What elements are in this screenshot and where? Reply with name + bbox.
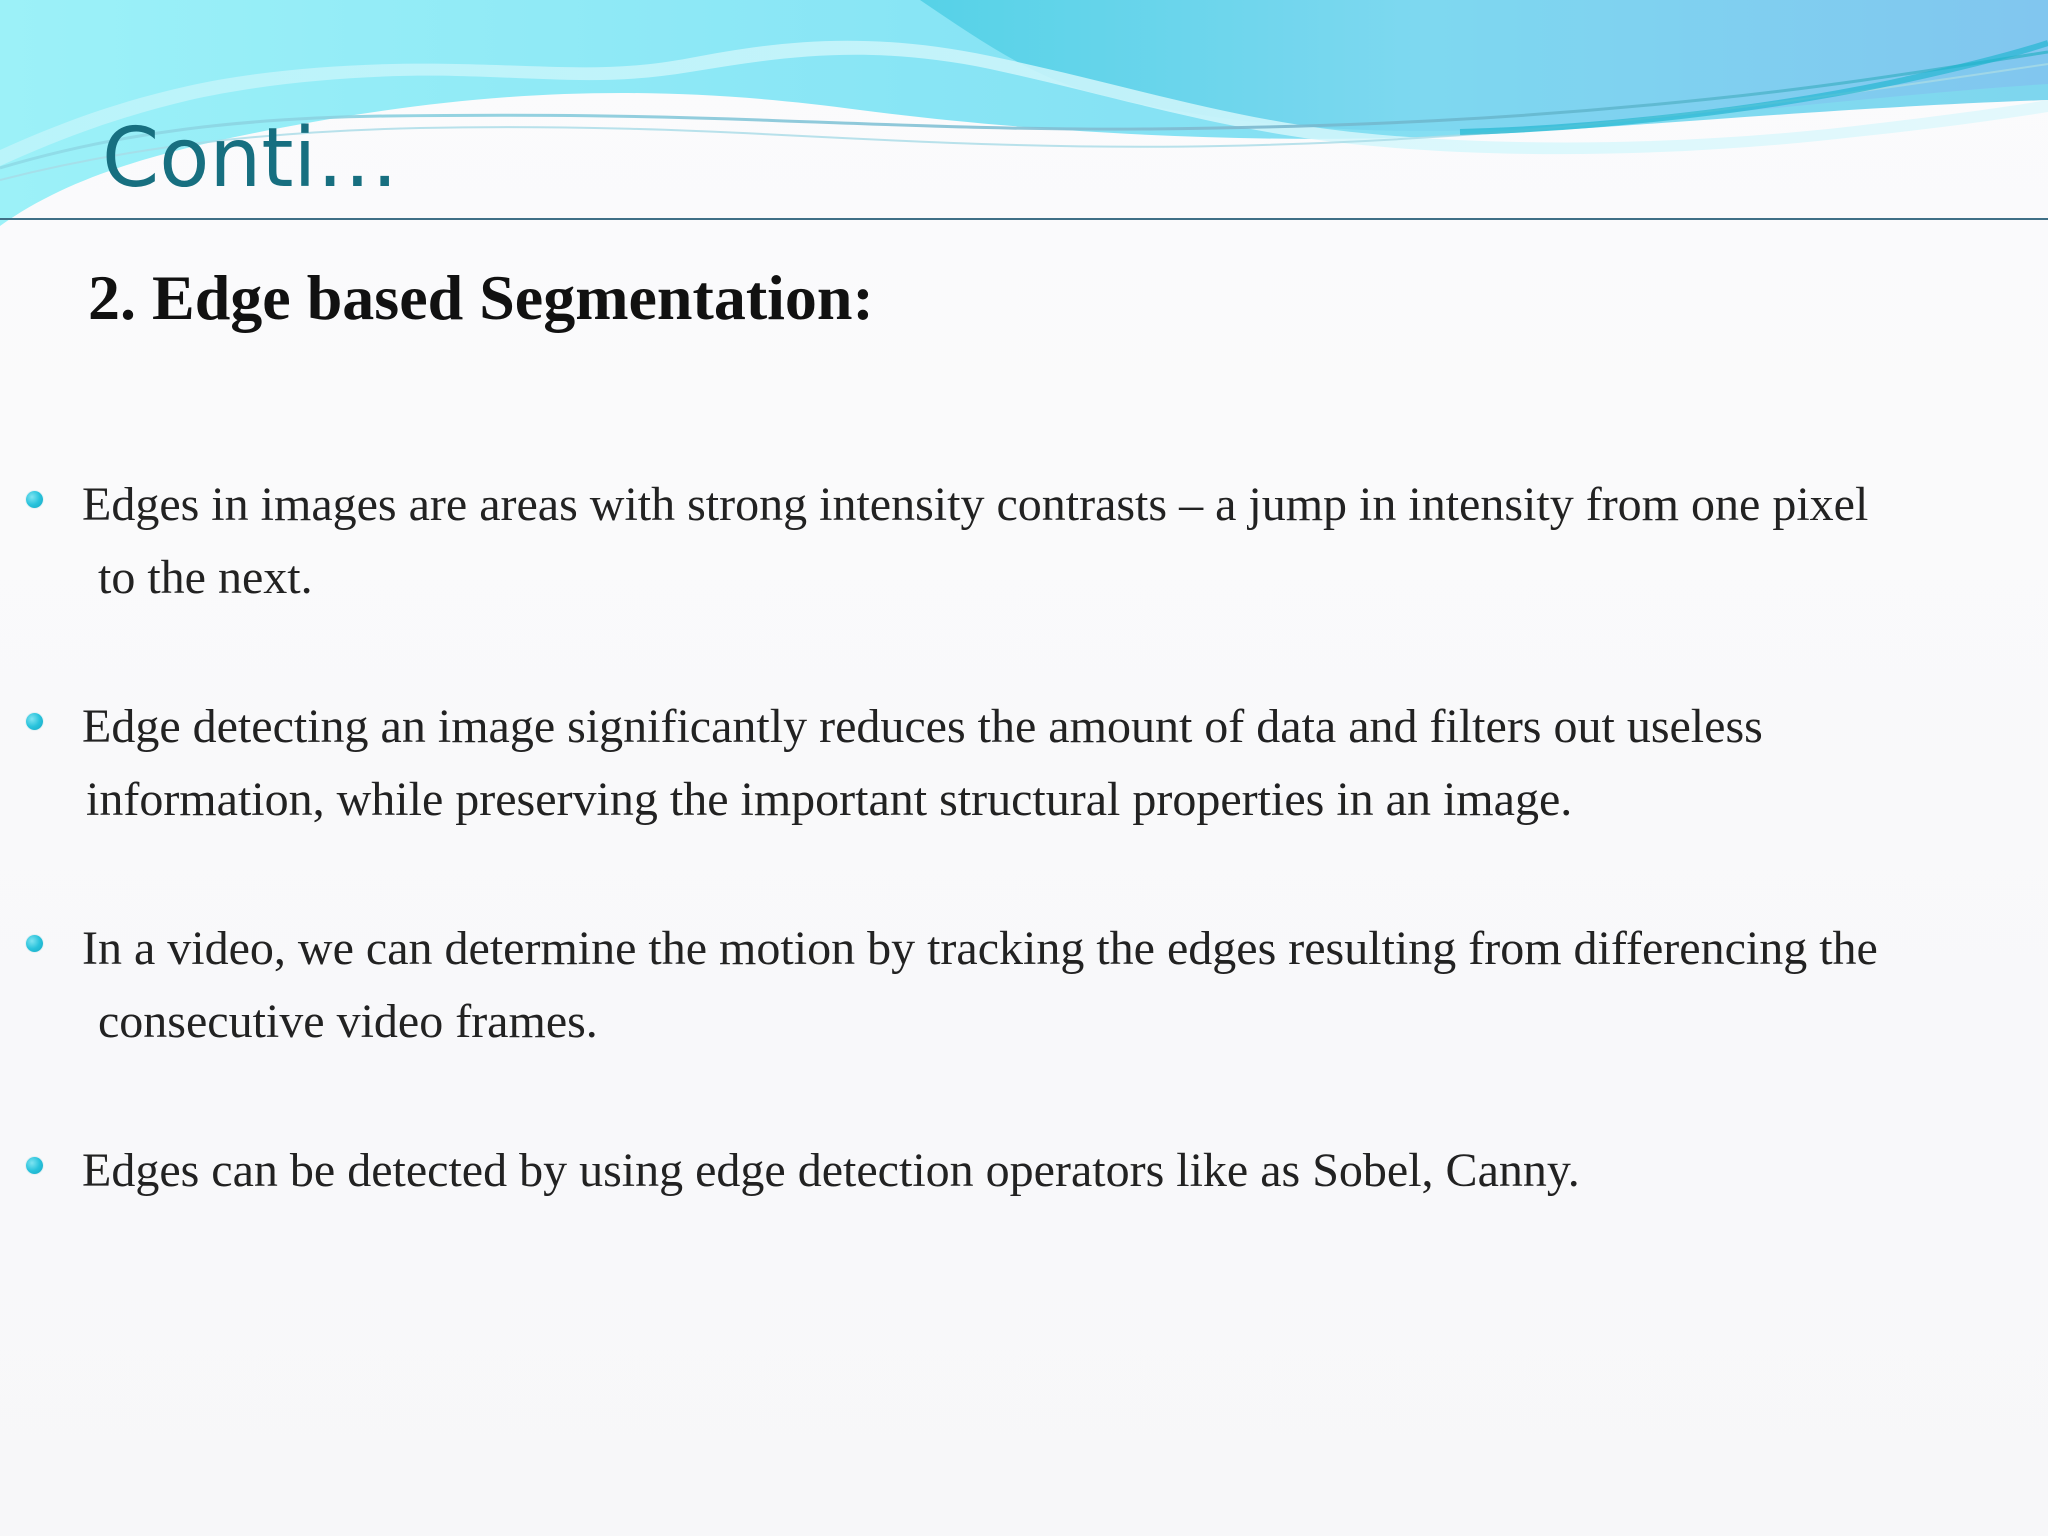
slide-title: Conti… xyxy=(102,111,399,206)
bullet-text-line: In a video, we can determine the motion by tracking the edges resulting from differencing the xyxy=(82,922,1878,975)
bullet-text-line: consecutive video frames. xyxy=(98,995,598,1048)
bullet-icon xyxy=(26,1157,43,1174)
bullet-icon xyxy=(26,491,43,508)
bullet-text-line: to the next. xyxy=(98,551,313,604)
bullet-text-line: information, while preserving the important structural properties in an image. xyxy=(86,773,1573,826)
bullet-text-line: Edges in images are areas with strong intensity contrasts – a jump in intensity from one pixel xyxy=(82,478,1869,531)
bullet-icon xyxy=(26,713,43,730)
section-heading: 2. Edge based Segmentation: xyxy=(88,262,874,333)
bullet-text-line: Edge detecting an image significantly reduces the amount of data and filters out useless xyxy=(82,700,1763,753)
bullet-icon xyxy=(26,935,43,952)
bullet-text-line: Edges can be detected by using edge detection operators like as Sobel, Canny. xyxy=(82,1144,1580,1197)
